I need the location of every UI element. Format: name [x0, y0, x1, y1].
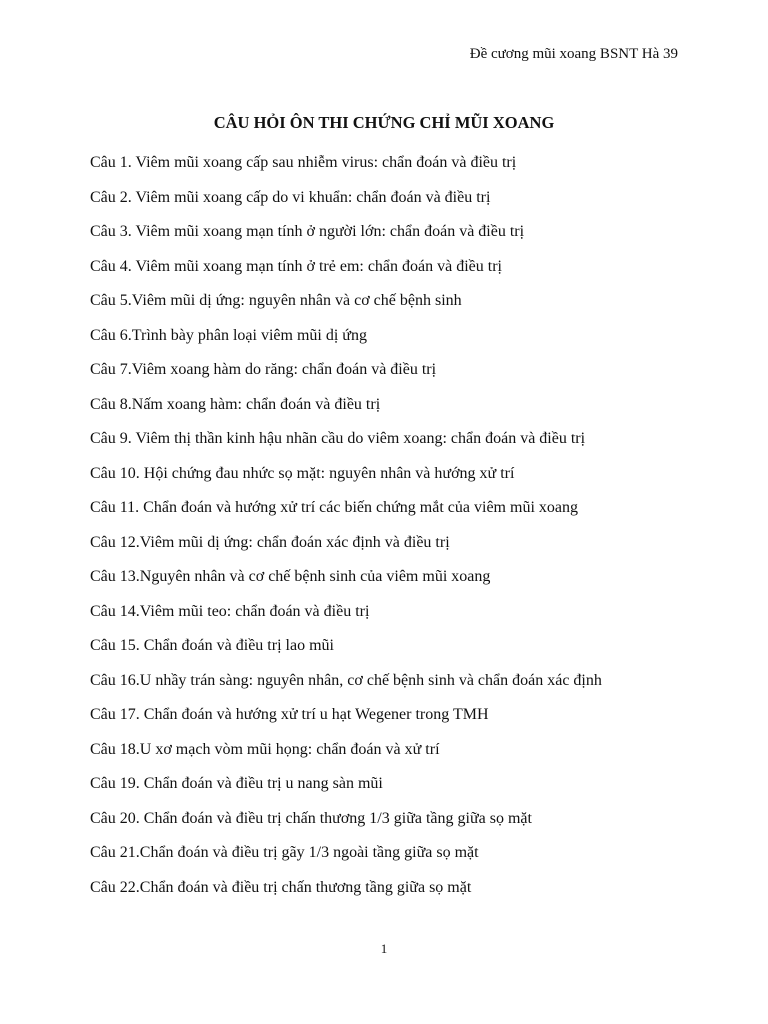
question-item: Câu 19. Chẩn đoán và điều trị u nang sàn mũi: [90, 775, 383, 792]
question-item: Câu 20. Chẩn đoán và điều trị chấn thương 1/3 giữa tầng giữa sọ mặt: [90, 809, 532, 827]
page-header: Đề cương mũi xoang BSNT Hà 39: [469, 46, 678, 62]
question-item: Câu 2. Viêm mũi xoang cấp do vi khuẩn: chẩn đoán và điều trị: [90, 188, 491, 206]
question-item: Câu 4. Viêm mũi xoang mạn tính ở trẻ em: chẩn đoán và điều trị: [90, 257, 502, 275]
question-item: Câu 6.Trình bày phân loại viêm mũi dị ứng: [90, 326, 367, 344]
question-item: Câu 16.U nhầy trán sàng: nguyên nhân, cơ chế bệnh sinh và chẩn đoán xác định: [90, 671, 602, 689]
question-item: Câu 9. Viêm thị thần kinh hậu nhãn cầu do viêm xoang: chẩn đoán và điều trị: [90, 430, 586, 447]
question-item: Câu 3. Viêm mũi xoang mạn tính ở người lớn: chẩn đoán và điều trị: [90, 223, 525, 240]
question-item: Câu 11. Chẩn đoán và hướng xử trí các biến chứng mắt của viêm mũi xoang: [90, 499, 578, 516]
question-item: Câu 10. Hội chứng đau nhức sọ mặt: nguyên nhân và hướng xử trí: [90, 464, 515, 482]
question-item: Câu 5.Viêm mũi dị ứng: nguyên nhân và cơ chế bệnh sinh: [90, 292, 462, 309]
page-number: 1: [380, 941, 388, 956]
question-item: Câu 21.Chẩn đoán và điều trị gãy 1/3 ngoài tầng giữa sọ mặt: [90, 844, 479, 861]
question-item: Câu 17. Chẩn đoán và hướng xử trí u hạt Wegener trong TMH: [90, 706, 489, 723]
question-item: Câu 15. Chẩn đoán và điều trị lao mũi: [90, 637, 334, 654]
question-item: Câu 13.Nguyên nhân và cơ chế bệnh sinh của viêm mũi xoang: [90, 568, 491, 585]
question-list: [90, 151, 602, 910]
question-item: Câu 18.U xơ mạch vòm mũi họng: chẩn đoán và xử trí: [90, 740, 440, 758]
question-item: Câu 14.Viêm mũi teo: chẩn đoán và điều trị: [90, 602, 370, 620]
question-item: Câu 7.Viêm xoang hàm do răng: chẩn đoán và điều trị: [90, 361, 437, 378]
question-item: Câu 12.Viêm mũi dị ứng: chẩn đoán xác định và điều trị: [90, 533, 450, 551]
page-title: CÂU HỎI ÔN THI CHỨNG CHỈ MŨI XOANG: [213, 113, 555, 132]
question-item: Câu 8.Nấm xoang hàm: chẩn đoán và điều trị: [90, 395, 381, 413]
question-item: Câu 1. Viêm mũi xoang cấp sau nhiễm virus: chẩn đoán và điều trị: [90, 154, 517, 171]
question-item: Câu 22.Chẩn đoán và điều trị chấn thương tầng giữa sọ mặt: [90, 878, 472, 896]
